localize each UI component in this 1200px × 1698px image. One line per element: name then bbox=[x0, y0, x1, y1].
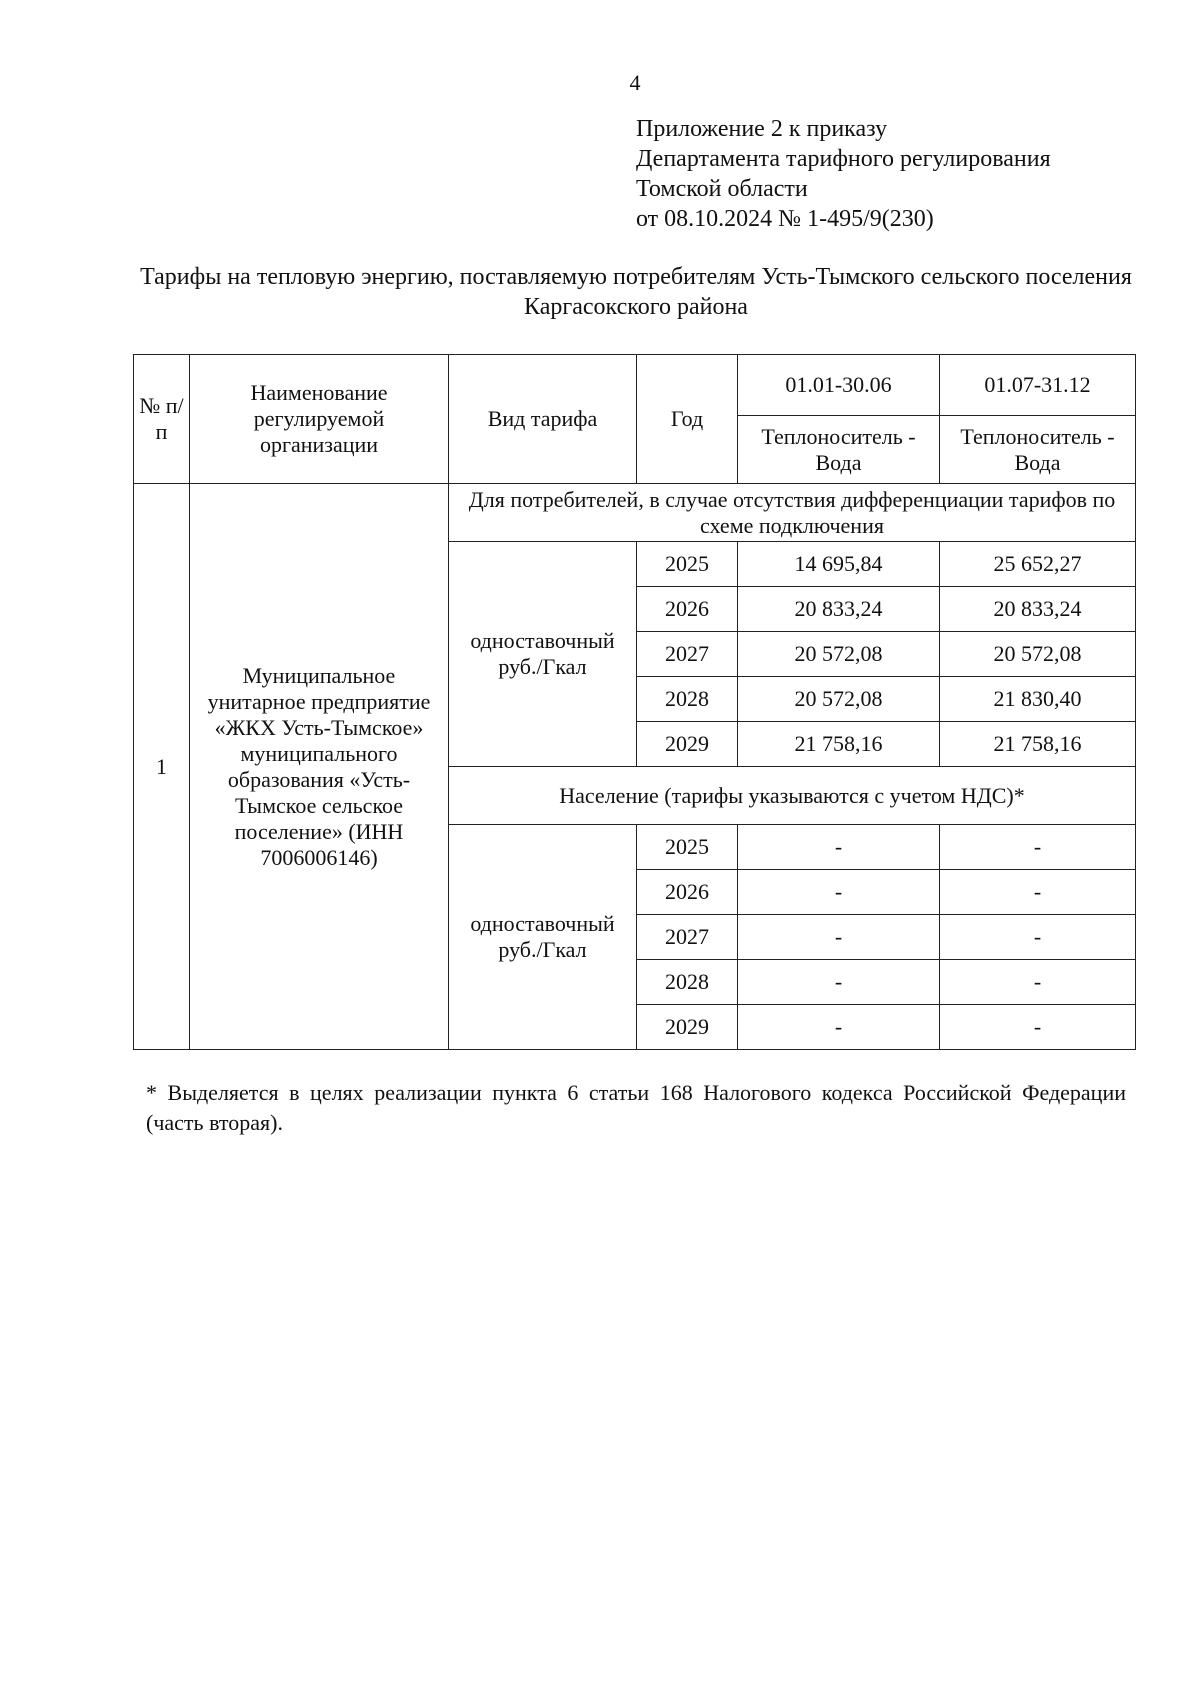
value-cell: - bbox=[940, 960, 1136, 1005]
footnote: * Выделяется в целях реализации пункта 6 статьи 168 Налогового кодекса Российской Федерации (часть вторая). bbox=[146, 1080, 1126, 1135]
section-title: Для потребителей, в случае отсутствия дифференциации тарифов по схеме подключения bbox=[449, 484, 1136, 542]
appendix-line: Департамента тарифного регулирования bbox=[636, 146, 1051, 172]
year-cell: 2028 bbox=[637, 960, 738, 1005]
value-cell: - bbox=[940, 915, 1136, 960]
header-carrier-2: Теплоноситель - Вода bbox=[940, 416, 1136, 484]
value-cell: - bbox=[738, 870, 940, 915]
value-cell: 25 652,27 bbox=[940, 542, 1136, 587]
value-cell: 20 572,08 bbox=[738, 677, 940, 722]
value-cell: 14 695,84 bbox=[738, 542, 940, 587]
header-carrier-1: Теплоноситель - Вода bbox=[738, 416, 940, 484]
header-tariff-type: Вид тарифа bbox=[449, 355, 637, 484]
tariff-type-cell: одноставочный руб./Гкал bbox=[449, 542, 637, 767]
section-title-row bbox=[134, 484, 1136, 542]
value-cell: - bbox=[738, 915, 940, 960]
year-cell: 2025 bbox=[637, 825, 738, 870]
value-cell: 20 833,24 bbox=[738, 587, 940, 632]
year-cell: 2027 bbox=[637, 632, 738, 677]
section-title: Население (тарифы указываются с учетом НДС)* bbox=[449, 767, 1136, 825]
appendix-line: от 08.10.2024 № 1-495/9(230) bbox=[636, 206, 934, 232]
value-cell: 21 758,16 bbox=[738, 722, 940, 767]
header-period-1: 01.01-30.06 bbox=[738, 355, 940, 416]
value-cell: - bbox=[738, 825, 940, 870]
appendix-header bbox=[636, 114, 1051, 234]
value-cell: 20 572,08 bbox=[940, 632, 1136, 677]
header-number: № п/п bbox=[134, 355, 190, 484]
value-cell: 20 572,08 bbox=[738, 632, 940, 677]
table-header-row bbox=[134, 355, 1136, 416]
header-period-2: 01.07-31.12 bbox=[940, 355, 1136, 416]
tariffs-table bbox=[133, 354, 1136, 1050]
header-year: Год bbox=[637, 355, 738, 484]
year-cell: 2025 bbox=[637, 542, 738, 587]
year-cell: 2028 bbox=[637, 677, 738, 722]
value-cell: - bbox=[738, 960, 940, 1005]
value-cell: 21 758,16 bbox=[940, 722, 1136, 767]
value-cell: - bbox=[940, 870, 1136, 915]
row-number: 1 bbox=[134, 484, 190, 1050]
appendix-line: Томской области bbox=[636, 176, 808, 202]
value-cell: - bbox=[940, 825, 1136, 870]
value-cell: - bbox=[738, 1005, 940, 1050]
year-cell: 2026 bbox=[637, 870, 738, 915]
value-cell: 21 830,40 bbox=[940, 677, 1136, 722]
year-cell: 2029 bbox=[637, 722, 738, 767]
document-title: Тарифы на тепловую энергию, поставляемую потребителям Усть-Тымского сельского поселения Каргасокского района bbox=[140, 264, 1132, 320]
organization-name: Муниципальное унитарное предприятие «ЖКХ Усть-Тымское» муниципального образования «Усть-Тымское сельское поселение» (ИНН 7006006146) bbox=[190, 484, 449, 1050]
year-cell: 2029 bbox=[637, 1005, 738, 1050]
page-number: 4 bbox=[629, 70, 641, 95]
header-organization: Наименование регулируемой организации bbox=[190, 355, 449, 484]
tariff-type-cell: одноставочный руб./Гкал bbox=[449, 825, 637, 1050]
year-cell: 2027 bbox=[637, 915, 738, 960]
value-cell: - bbox=[940, 1005, 1136, 1050]
appendix-line: Приложение 2 к приказу bbox=[636, 116, 888, 142]
value-cell: 20 833,24 bbox=[940, 587, 1136, 632]
year-cell: 2026 bbox=[637, 587, 738, 632]
